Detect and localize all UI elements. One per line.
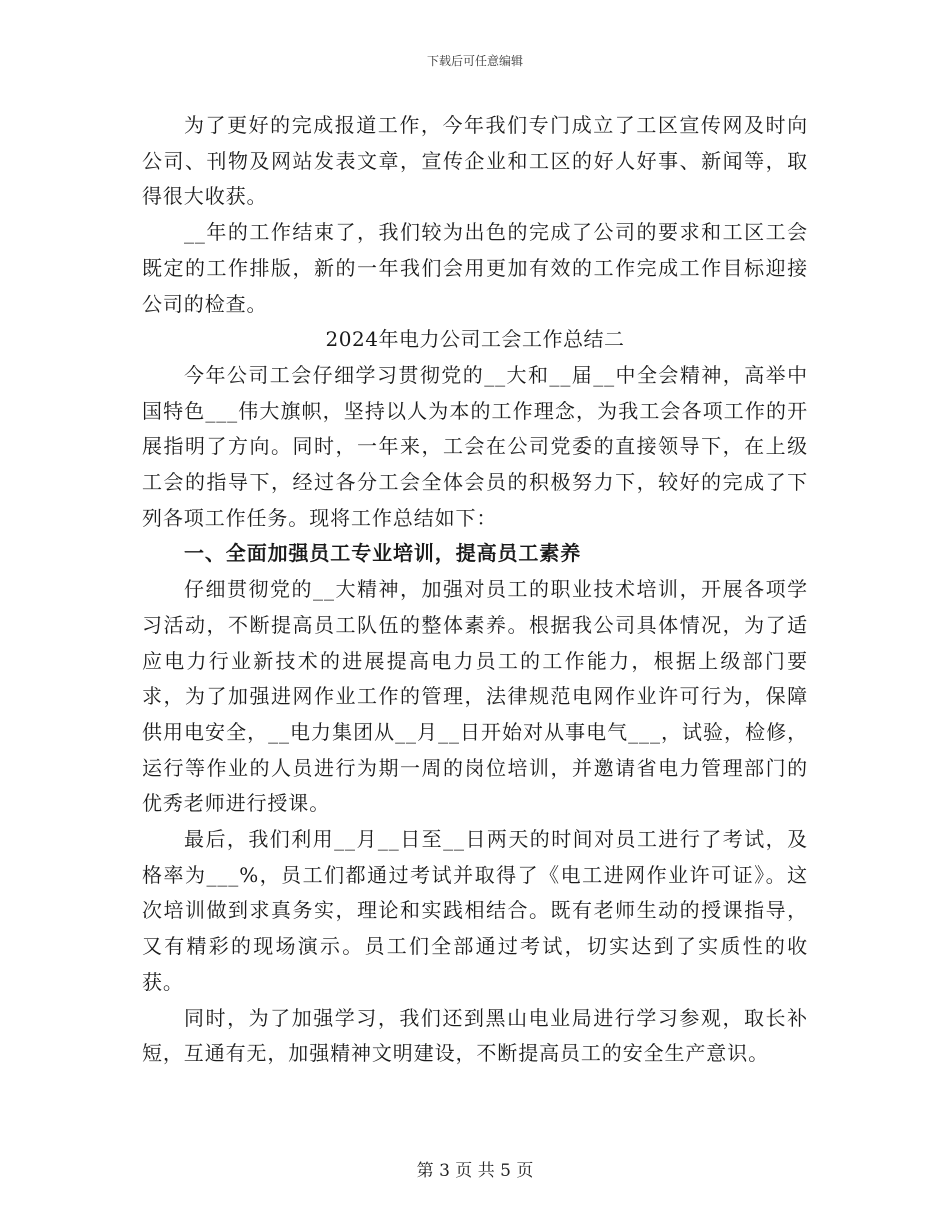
paragraph-1: 为了更好的完成报道工作，今年我们专门成立了工区宣传网及时向公司、刊物及网站发表文章，宣传企业和工区的好人好事、新闻等，取得很大收获。	[142, 113, 808, 209]
document-body	[142, 108, 808, 1072]
paragraph-2: __年的工作结束了，我们较为出色的完成了公司的要求和工区工会既定的工作排版，新的一年我们会用更加有效的工作完成工作目标迎接公司的检查。	[142, 220, 808, 316]
section-heading-1: 一、全面加强员工专业培训，提高员工素养	[184, 541, 582, 566]
paragraph-3: 今年公司工会仔细学习贯彻党的__大和__届__中全会精神，高举中国特色___伟大旗帜，坚持以人为本的工作理念，为我工会各项工作的开展指明了方向。同时，一年来，工会在公司党委的直接领导下，在上级工会的指导下，经过各分工会全体会员的积极努力下，较好的完成了下列各项工作任务。现将工作总结如下：	[142, 362, 808, 530]
page-header: 下载后可任意编辑	[426, 54, 523, 68]
paragraph-5: 最后，我们利用__月__日至__日两天的时间对员工进行了考试，及格率为___%，员工们都通过考试并取得了《电工进网作业许可证》。这次培训做到求真务实，理论和实践相结合。既有老师生动的授课指导，又有精彩的现场演示。员工们全部通过考试，切实达到了实质性的收获。	[142, 827, 808, 994]
paragraph-4: 仔细贯彻党的__大精神，加强对员工的职业技术培训，开展各项学习活动，不断提高员工队伍的整体素养。根据我公司具体情况，为了适应电力行业新技术的进展提高电力员工的工作能力，根据上级部门要求，为了加强进网作业工作的管理，法律规范电网作业许可行为，保障供用电安全，__电力集团从__月__日开始对从事电气___，试验，检修，运行等作业的人员进行为期一周的岗位培训，并邀请省电力管理部门的优秀老师进行授课。	[142, 577, 808, 816]
page-footer: 第 3 页 共 5 页	[416, 1161, 534, 1181]
paragraph-6: 同时，为了加强学习，我们还到黑山电业局进行学习参观，取长补短，互通有无，加强精神文明建设，不断提高员工的安全生产意识。	[142, 1005, 808, 1066]
section-title: 2024年电力公司工会工作总结二	[325, 327, 625, 352]
